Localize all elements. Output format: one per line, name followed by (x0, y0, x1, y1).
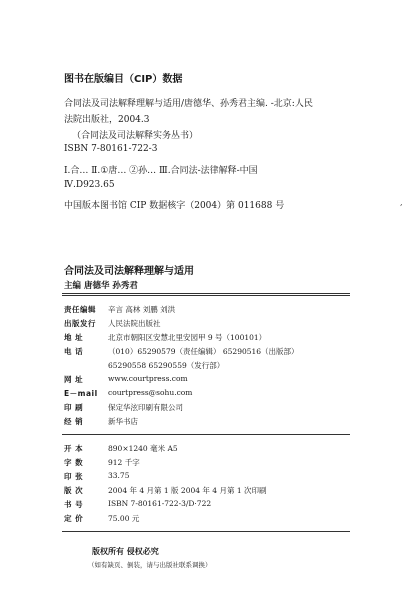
margin-mark: , (400, 198, 403, 207)
spec-label: 字 数 (64, 458, 84, 467)
publisher-value: 保定华泫印刷有限公司 (108, 403, 183, 412)
publisher-label: 责任编辑 (64, 305, 96, 314)
publisher-label: 网 址 (64, 375, 84, 384)
divider-top (62, 293, 350, 294)
cip-heading: 图书在版编目（CIP）数据 (64, 74, 183, 85)
copyright-notice: 版权所有 侵权必究 (92, 547, 159, 556)
spec-value: 912 千字 (108, 458, 140, 467)
spec-label: 版 次 (64, 486, 84, 495)
spec-label: 开 本 (64, 444, 84, 453)
divider-top-thin (62, 295, 350, 296)
spec-value: 75.00 元 (108, 514, 140, 523)
book-editor: 主编 唐德华 孙秀君 (64, 281, 138, 291)
publisher-value: 人民法院出版社 (108, 319, 161, 328)
divider-bottom (62, 531, 350, 532)
divider-middle (62, 434, 350, 435)
spec-value: 890×1240 毫米 A5 (108, 444, 178, 453)
publisher-label: E－mail (64, 389, 98, 398)
cip-line: 法院出版社，2004.3 (64, 115, 150, 125)
publisher-value: www.courtpress.com (108, 374, 188, 383)
book-title: 合同法及司法解释理解与适用 (64, 266, 194, 277)
publisher-value: 65290558 65290559（发行部） (108, 361, 225, 370)
publisher-label: 经 销 (64, 417, 84, 426)
spec-label: 书 号 (64, 500, 84, 509)
cip-line: ISBN 7-80161-722-3 (64, 144, 158, 154)
spec-label: 定 价 (64, 514, 84, 523)
publisher-value: 辛言 高林 刘鹏 刘洪 (108, 305, 176, 314)
spec-value: ISBN 7-80161-722-3/D·722 (108, 499, 212, 508)
publisher-label: 地 址 (64, 333, 84, 342)
cip-line: 合同法及司法解释理解与适用/唐德华、孙秀君主编. -北京:人民 (64, 99, 313, 109)
cip-line: 中国版本图书馆 CIP 数据核字（2004）第 011688 号 (64, 201, 285, 211)
publisher-label: 印 刷 (64, 403, 84, 412)
publisher-value: 新华书店 (108, 417, 138, 426)
publisher-value: （010）65290579（责任编辑） 65290516（出版部） (108, 347, 299, 356)
publisher-value: courtpress@sohu.com (108, 388, 193, 397)
copyright-note: （如有缺页、倒装，请与出版社联系调换） (88, 561, 212, 569)
cip-line: Ⅰ.合… Ⅱ.①唐… ②孙… Ⅲ.合同法-法律解释-中国 (64, 166, 258, 176)
cip-line: Ⅳ.D923.65 (64, 180, 115, 190)
publisher-label: 电 话 (64, 347, 84, 356)
cip-line: （合同法及司法解释实务丛书） (72, 131, 199, 141)
spec-value: 2004 年 4 月第 1 版 2004 年 4 月第 1 次印刷 (108, 486, 267, 495)
spec-value: 33.75 (108, 471, 130, 480)
spec-label: 印 张 (64, 472, 84, 481)
publisher-value: 北京市朝阳区安慧北里安园甲 9 号（100101） (108, 333, 267, 342)
publisher-label: 出版发行 (64, 319, 96, 328)
